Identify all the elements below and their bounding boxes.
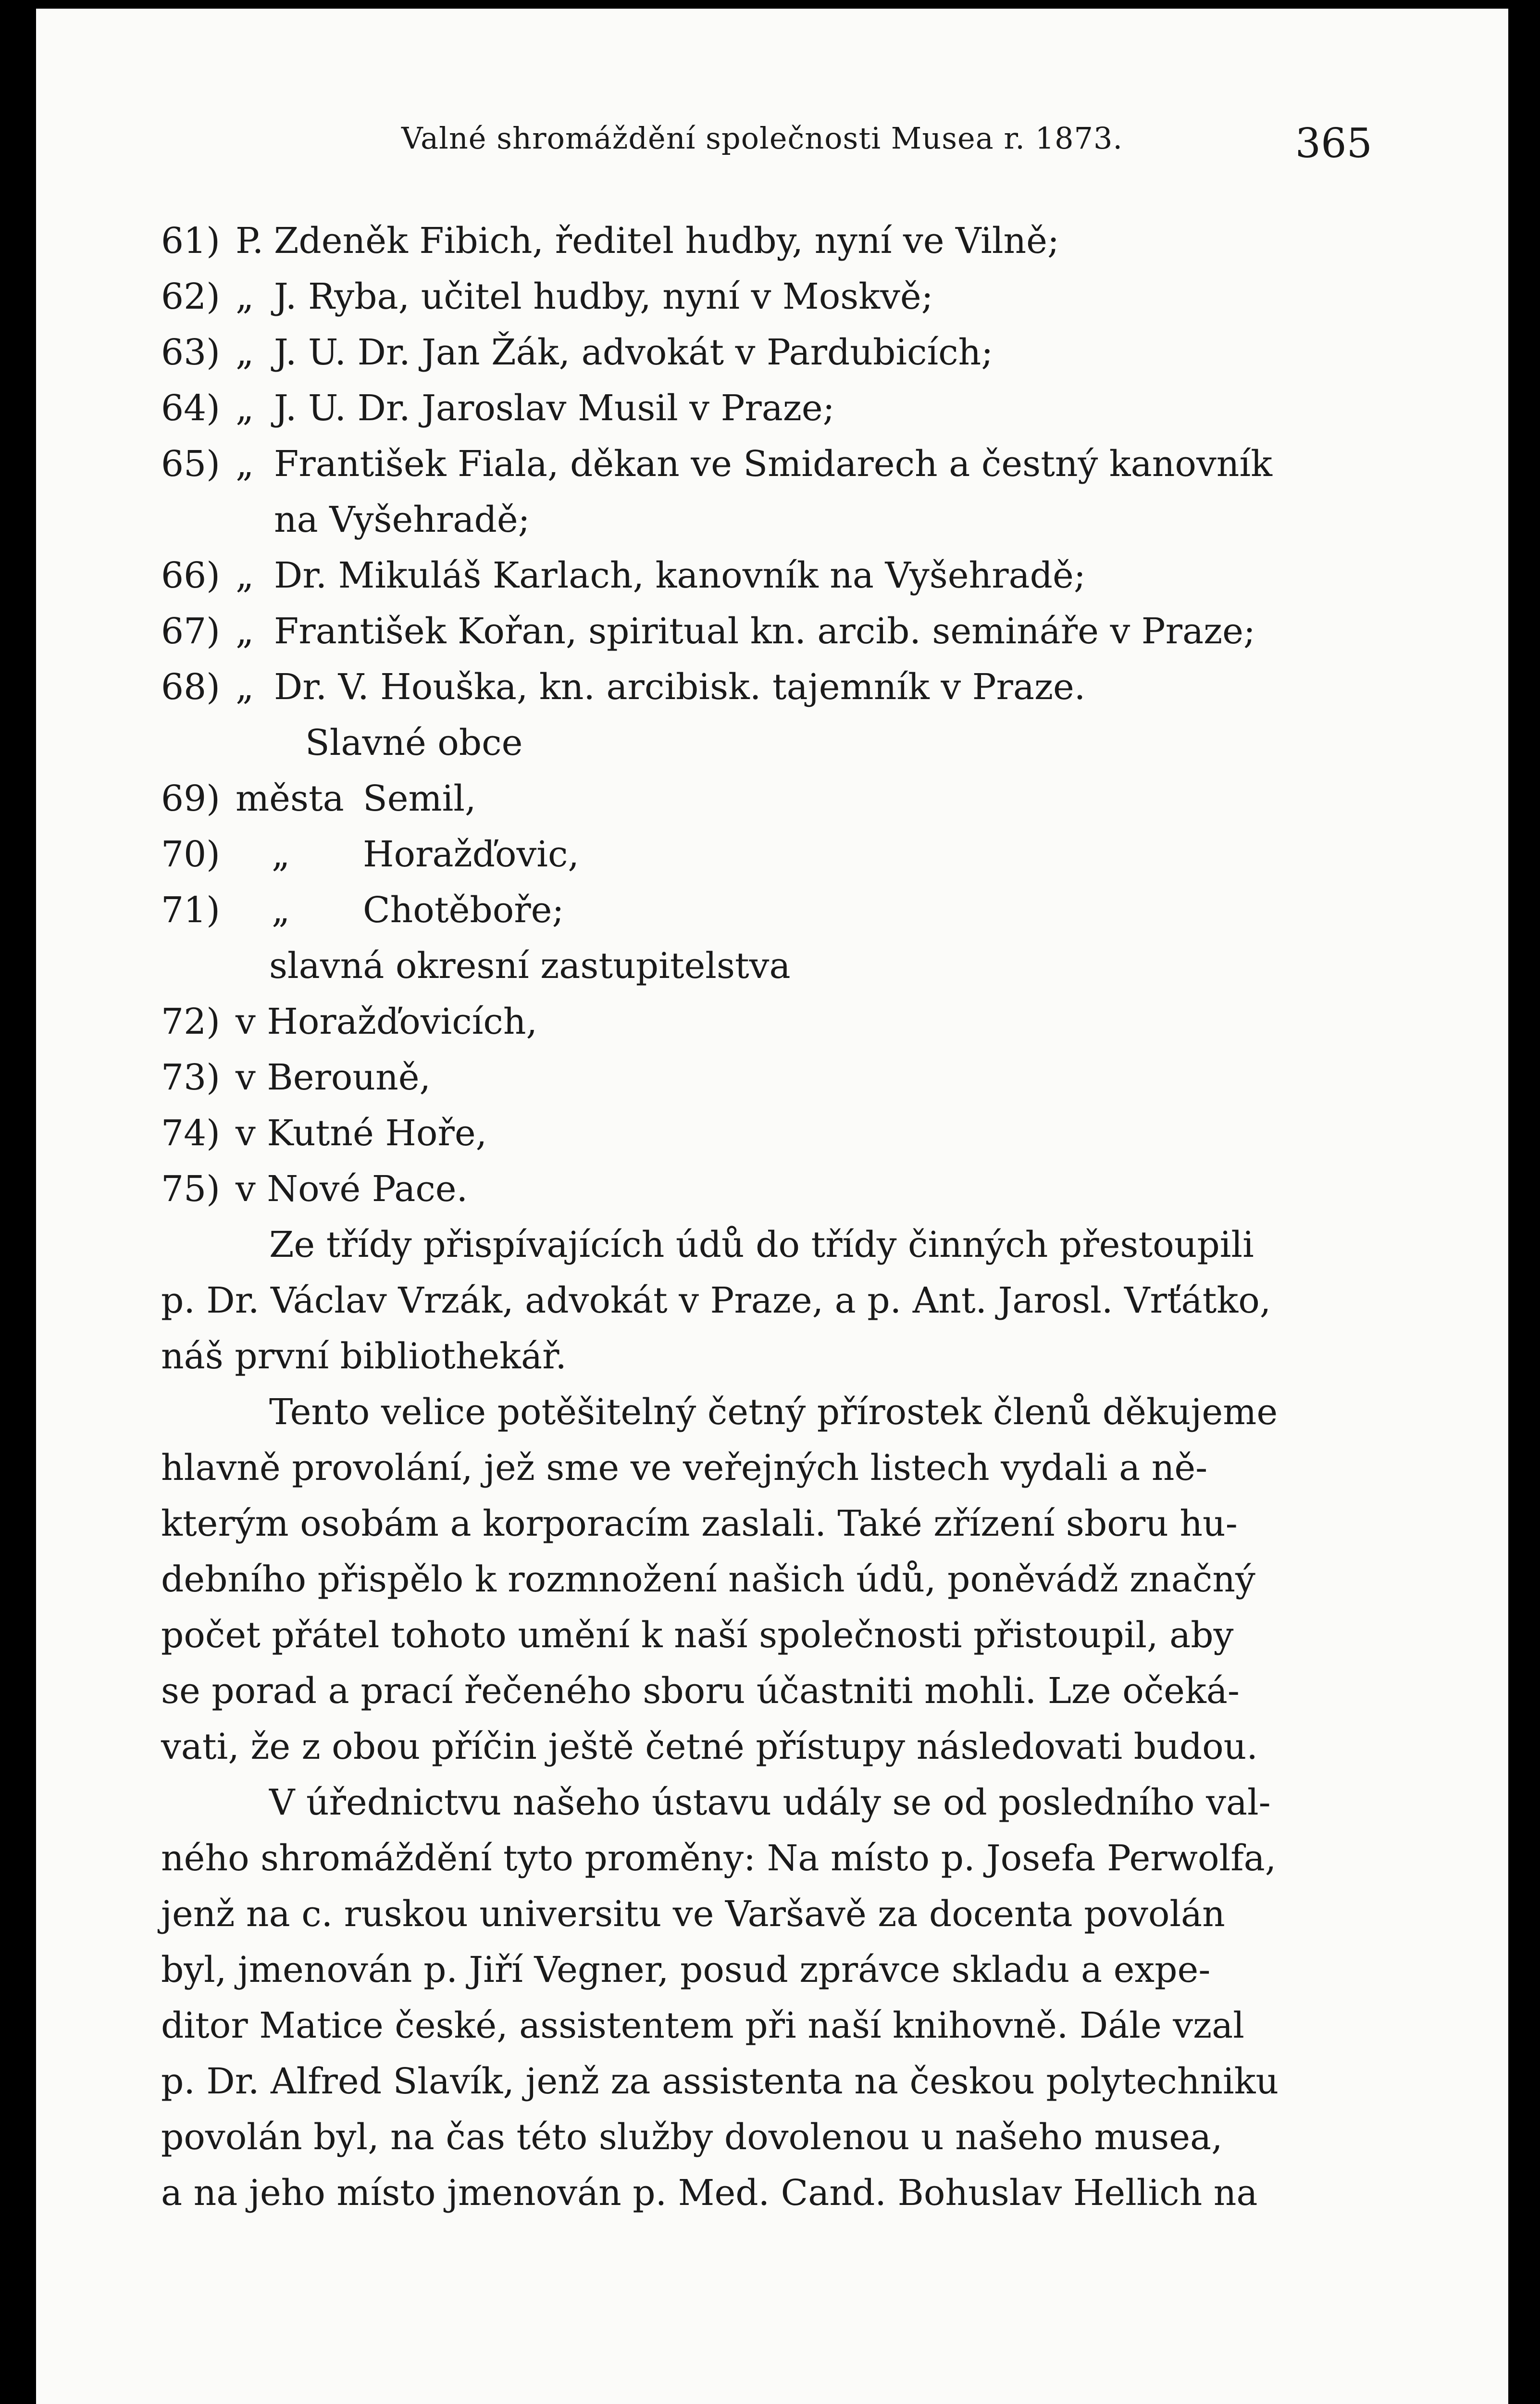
- list-item: [161, 269, 1372, 325]
- item-number: 72): [161, 1001, 221, 1042]
- list-item: [161, 1105, 1372, 1161]
- item-text: v Berouně,: [236, 1057, 431, 1098]
- list-item: [161, 603, 1372, 659]
- paragraph: [161, 1775, 1372, 2221]
- member-list: [161, 213, 1372, 715]
- item-text: Chotěboře;: [363, 889, 564, 931]
- paragraph-line: ného shromáždění tyto proměny: Na místo p. Josefa Perwolfa,: [161, 1838, 1277, 1879]
- ditto-mark: „: [236, 443, 254, 485]
- councils-heading: slavná okresní zastupitelstva: [269, 945, 791, 987]
- paragraph: [161, 1217, 1372, 1384]
- ditto-mark: „: [236, 276, 254, 317]
- item-number: 69): [161, 778, 221, 819]
- list-item: [161, 882, 1372, 938]
- item-number: 63): [161, 332, 221, 373]
- list-item: [161, 1050, 1372, 1105]
- paragraph-line: se porad a prací řečeného sboru účastniti mohli. Lze očeká-: [161, 1670, 1240, 1712]
- list-item: [161, 436, 1372, 492]
- paragraph-line: debního přispělo k rozmnožení našich údů, poněvádž značný: [161, 1559, 1255, 1600]
- paragraph-line: Tento velice potěšitelný četný přírostek členů děkujeme: [269, 1391, 1278, 1433]
- item-number: 71): [161, 889, 221, 931]
- item-number: 68): [161, 666, 221, 708]
- paragraph-line: Ze třídy přispívajících údů do třídy činných přestoupili: [269, 1224, 1254, 1265]
- item-text: J. U. Dr. Jan Žák, advokát v Pardubicích;: [274, 332, 994, 373]
- item-number: 74): [161, 1113, 221, 1154]
- item-text: František Fiala, děkan ve Smidarech a čestný kanovník: [274, 443, 1272, 485]
- ditto-mark: „: [236, 611, 254, 652]
- paragraph-line: hlavně provolání, jež sme ve veřejných listech vydali a ně-: [161, 1447, 1208, 1489]
- list-item: [161, 548, 1372, 603]
- item-text: Dr. Mikuláš Karlach, kanovník na Vyšehradě;: [274, 555, 1086, 596]
- item-text: J. U. Dr. Jaroslav Musil v Praze;: [274, 388, 835, 429]
- list-item: [161, 380, 1372, 436]
- ditto-mark: „: [236, 388, 254, 429]
- item-text: v Horažďovicích,: [236, 1001, 538, 1042]
- paragraph-line: a na jeho místo jmenován p. Med. Cand. Bohuslav Hellich na: [161, 2172, 1258, 2214]
- towns-heading: Slavné obce: [305, 722, 523, 764]
- item-text: Zdeněk Fibich, ředitel hudby, nyní ve Vilně;: [274, 220, 1059, 262]
- list-item: [161, 659, 1372, 715]
- item-number: 70): [161, 834, 221, 875]
- item-number: 62): [161, 276, 221, 317]
- paragraph-line: náš první bibliothekář.: [161, 1336, 567, 1377]
- item-text: v Nové Pace.: [236, 1168, 468, 1210]
- list-item: [161, 325, 1372, 380]
- list-item: [161, 771, 1372, 826]
- paragraph-line: kterým osobám a korporacím zaslali. Také zřízení sboru hu-: [161, 1503, 1238, 1544]
- list-item: [161, 994, 1372, 1050]
- paragraph-line: p. Dr. Alfred Slavík, jenž za assistenta na českou polytechniku: [161, 2061, 1279, 2102]
- list-item: [161, 213, 1372, 269]
- ditto-mark: „: [272, 834, 290, 875]
- item-number: 65): [161, 443, 221, 485]
- ditto-mark: „: [272, 889, 290, 931]
- paragraph-line: počet přátel tohoto umění k naší společnosti přistoupil, aby: [161, 1615, 1234, 1656]
- list-item: [161, 826, 1372, 882]
- item-text: Semil,: [363, 778, 476, 819]
- paragraph-line: jenž na c. ruskou universitu ve Varšavě za docenta povolán: [161, 1893, 1225, 1935]
- item-text: Horažďovic,: [363, 834, 579, 875]
- paragraph-line: byl, jmenován p. Jiří Vegner, posud zprávce skladu a expe-: [161, 1949, 1211, 1991]
- council-list: [161, 994, 1372, 1217]
- page-number: 365: [1295, 120, 1372, 167]
- paragraph-line: vati, že z obou příčin ještě četné přístupy následovati budou.: [161, 1726, 1258, 1767]
- item-prefix: města: [236, 778, 344, 819]
- paragraph: [161, 1384, 1372, 1775]
- paragraph-line: V úřednictvu našeho ústavu udály se od posledního val-: [269, 1782, 1271, 1823]
- book-page: [36, 9, 1508, 2404]
- list-item: [161, 1161, 1372, 1217]
- paragraph-line: p. Dr. Václav Vrzák, advokát v Praze, a p. Ant. Jarosl. Vrťátko,: [161, 1280, 1271, 1321]
- item-number: 61): [161, 220, 221, 262]
- page-body: [161, 213, 1372, 2221]
- item-text: v Kutné Hoře,: [236, 1113, 487, 1154]
- paragraph-line: ditor Matice české, assistentem při naší knihovně. Dále vzal: [161, 2005, 1244, 2046]
- ditto-mark: „: [236, 666, 254, 708]
- item-text: J. Ryba, učitel hudby, nyní v Moskvě;: [274, 276, 933, 317]
- item-continuation: na Vyšehradě;: [274, 499, 530, 540]
- item-number: 75): [161, 1168, 221, 1210]
- ditto-mark: „: [236, 555, 254, 596]
- item-number: 64): [161, 388, 221, 429]
- running-title: Valné shromáždění společnosti Musea r. 1873.: [401, 121, 1123, 156]
- paragraph-line: povolán byl, na čas této služby dovolenou u našeho musea,: [161, 2116, 1223, 2158]
- item-number: 67): [161, 611, 221, 652]
- item-number: 66): [161, 555, 221, 596]
- item-title: P.: [236, 220, 264, 262]
- ditto-mark: „: [236, 332, 254, 373]
- item-text: Dr. V. Houška, kn. arcibisk. tajemník v Praze.: [274, 666, 1086, 708]
- town-list: [161, 771, 1372, 938]
- item-number: 73): [161, 1057, 221, 1098]
- item-text: František Kořan, spiritual kn. arcib. semináře v Praze;: [274, 611, 1255, 652]
